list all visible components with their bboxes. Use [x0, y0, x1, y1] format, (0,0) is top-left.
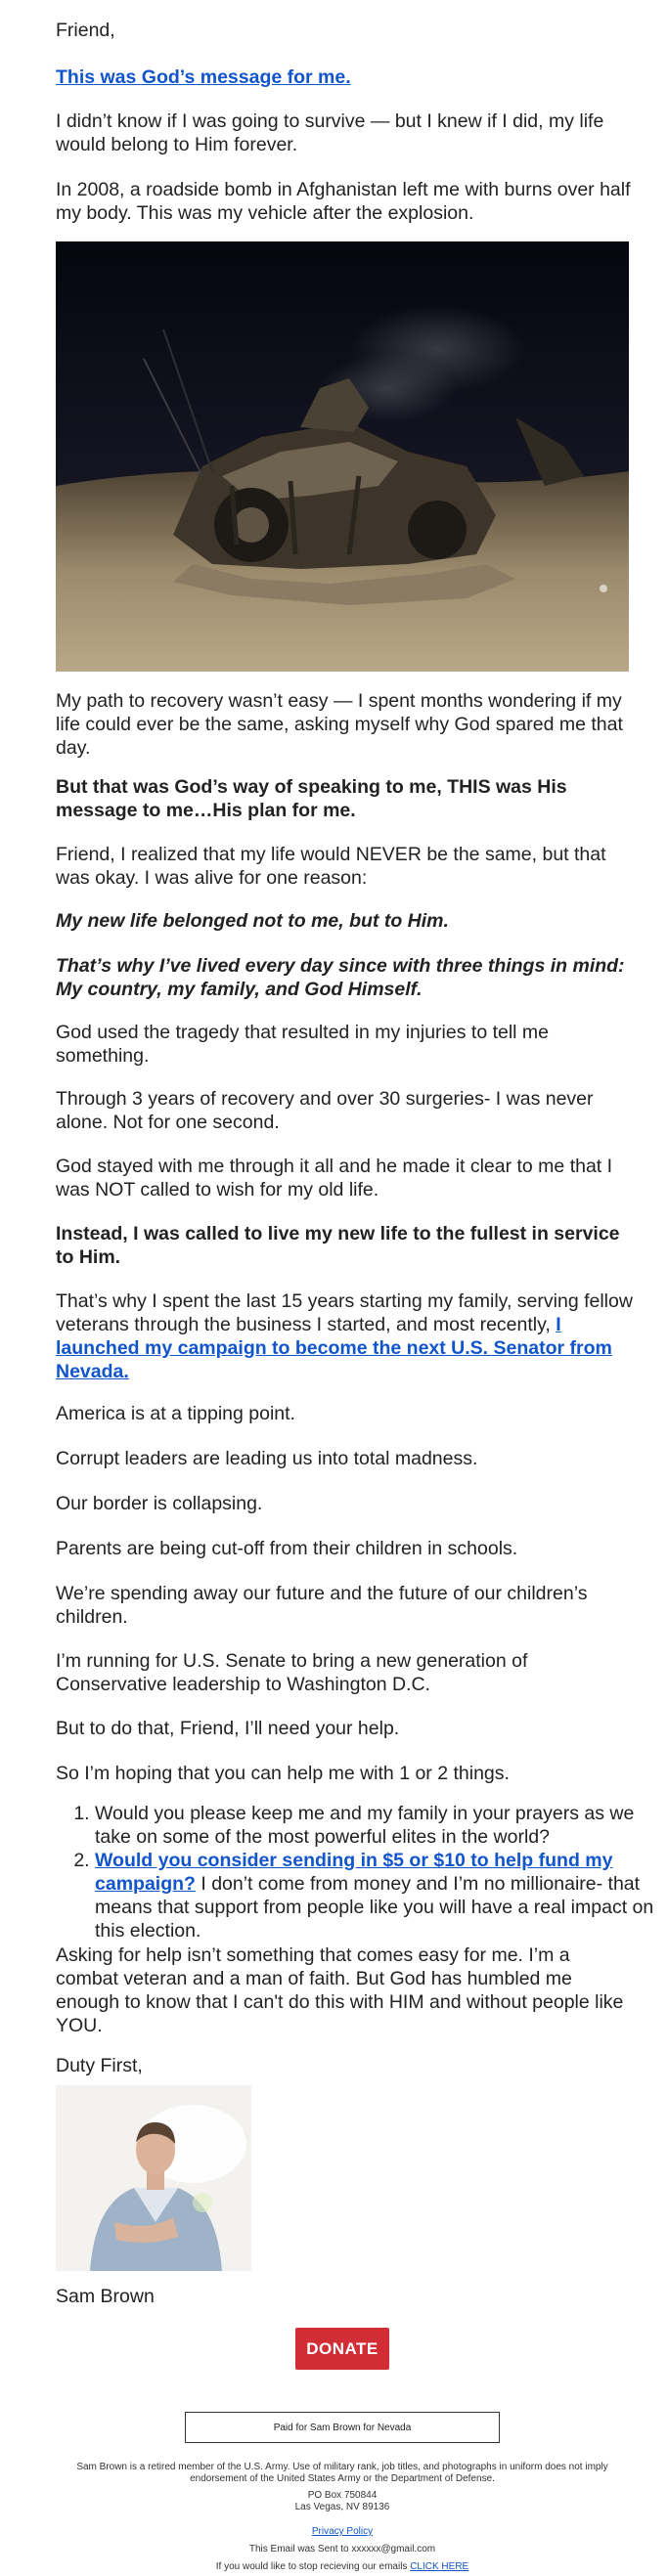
footer-unsubscribe — [68, 2561, 616, 2573]
vehicle-wreck-illustration — [56, 241, 629, 672]
running-paragraph: I’m running for U.S. Senate to bring a new generation of Conservative leadership to Washington D.C. — [56, 1650, 528, 1695]
campaign-link[interactable]: I launched my campaign to become the next U.S. Senator from Nevada. — [56, 1314, 612, 1382]
need-help-paragraph: But to do that, Friend, I’ll need your help. — [56, 1718, 400, 1739]
donate-button[interactable]: DONATE — [295, 2328, 389, 2370]
headline — [56, 65, 633, 89]
unsubscribe-text: If you would like to stop recieving our emails — [215, 2561, 411, 2572]
new-life-paragraph: My new life belonged not to me, but to Him. — [56, 910, 449, 932]
surgeries-paragraph: Through 3 years of recovery and over 30 surgeries- I was never alone. Not for one second. — [56, 1088, 594, 1133]
border-paragraph: Our border is collapsing. — [56, 1493, 263, 1514]
footer-privacy — [68, 2526, 616, 2538]
footer-sent-to: This Email was Sent to xxxxxx@gmail.com — [248, 2544, 436, 2554]
spending-paragraph: We’re spending away our future and the future of our children’s children. — [56, 1583, 588, 1628]
campaign-text: That’s why I spent the last 15 years starting my family, serving fellow veterans through the business I started, and most recently, — [56, 1290, 633, 1335]
footer-po-box: PO Box 750844 — [307, 2490, 378, 2501]
parents-paragraph: Parents are being cut-off from their children in schools. — [56, 1538, 518, 1559]
tragedy-paragraph: God used the tragedy that resulted in my injuries to tell me something. — [56, 1022, 550, 1067]
greeting: Friend, — [56, 20, 115, 41]
signature-name: Sam Brown — [56, 2286, 155, 2307]
prayers-text: Would you please keep me and my family in your prayers as we take on some of the most powerful elites in the world? — [95, 1803, 635, 1848]
headline-link[interactable]: This was God’s message for me. — [56, 66, 351, 88]
realized-paragraph: Friend, I realized that my life would NEVER be the same, but that was okay. I was alive for one reason: — [56, 844, 606, 889]
candidate-portrait — [56, 2085, 251, 2271]
campaign-paragraph — [56, 1289, 633, 1383]
unsubscribe-link[interactable]: CLICK HERE — [410, 2561, 469, 2572]
list-item-donate — [95, 1849, 668, 1943]
donate-ask-link[interactable]: Would you consider sending in $5 or $10 to help fund my campaign? — [95, 1850, 613, 1895]
vehicle-wreck-photo — [56, 241, 629, 672]
paid-for-box: Paid for Sam Brown for Nevada — [185, 2412, 500, 2443]
privacy-policy-link[interactable]: Privacy Policy — [311, 2526, 374, 2537]
donate-ask-text: I don’t come from money and I’m no millionaire- that means that support from people like you will have a real impact on this election. — [95, 1873, 654, 1942]
help-list — [56, 1802, 668, 1943]
recovery-paragraph: My path to recovery wasn’t easy — I spent months wondering if my life could ever be the same, asking myself why God spared me that day. — [56, 690, 623, 759]
list-item-prayers — [95, 1802, 668, 1849]
signoff: Duty First, — [56, 2055, 143, 2076]
corrupt-leaders-paragraph: Corrupt leaders are leading us into total madness. — [56, 1448, 478, 1469]
candidate-portrait-illustration — [56, 2085, 251, 2271]
service-paragraph: Instead, I was called to live my new life to the fullest in service to Him. — [56, 1223, 620, 1268]
gods-way-paragraph: But that was God’s way of speaking to me, THIS was His message to me…His plan for me. — [56, 776, 567, 821]
asking-paragraph: Asking for help isn’t something that comes easy for me. I’m a combat veteran and a man of faith. But God has humbled me enough to know that I can't do this with HIM and without people like YOU. — [56, 1944, 624, 2036]
hoping-paragraph: So I’m hoping that you can help me with 1 or 2 things. — [56, 1763, 510, 1784]
intro-paragraph: I didn’t know if I was going to survive — but I knew if I did, my life would belong to Him forever. — [56, 110, 604, 155]
tipping-point-paragraph: America is at a tipping point. — [56, 1403, 295, 1424]
stayed-paragraph: God stayed with me through it all and he made it clear to me that I was NOT called to wish for my old life. — [56, 1156, 613, 1201]
footer-city: Las Vegas, NV 89136 — [294, 2502, 390, 2512]
three-things-paragraph: That’s why I’ve lived every day since with three things in mind: My country, my family, and God Himself. — [56, 955, 625, 1000]
bomb-paragraph: In 2008, a roadside bomb in Afghanistan left me with burns over half my body. This was my vehicle after the explosion. — [56, 179, 631, 224]
footer-disclaimer: Sam Brown is a retired member of the U.S. Army. Use of military rank, job titles, and photographs in uniform does not imply endorsement of the United States Army or the Department of Defense. — [76, 2462, 608, 2484]
